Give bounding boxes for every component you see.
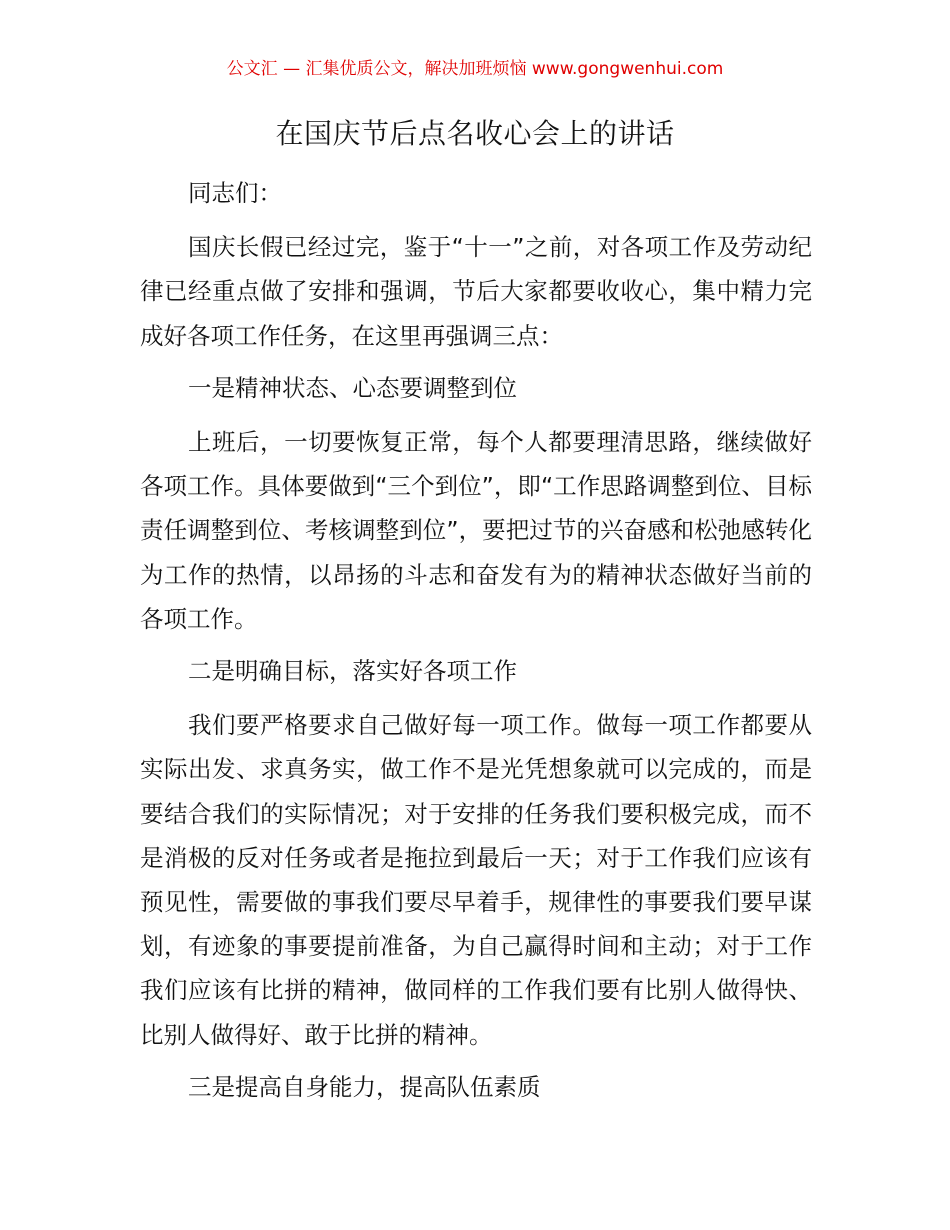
paragraph-section-1: 上班后，一切要恢复正常，每个人都要理清思路，继续做好各项工作。具体要做到“三个到位”，即“工作思路调整到位、目标责任调整到位、考核调整到位”，要把过节的兴奋感和松弛感转化为工作的热情，以昂扬的斗志和奋发有为的精神状态做好当前的各项工作。 (140, 428, 812, 633)
document-body (140, 171, 812, 1119)
site-header-line: 公文汇 — 汇集优质公文，解决加班烦恼 www.gongwenhui.com (226, 59, 724, 79)
paragraph-section-2: 我们要严格要求自己做好每一项工作。做每一项工作都要从实际出发、求真务实，做工作不是光凭想象就可以完成的，而是要结合我们的实际情况；对于安排的任务我们要积极完成，而不是消极的反对任务或者是拖拉到最后一天；对于工作我们应该有预见性，需要做的事我们要尽早着手，规律性的事要我们要早谋划，有迹象的事要提前准备，为自己赢得时间和主动；对于工作我们应该有比拼的精神，做同样的工作我们要有比别人做得快、比别人做得好、敢于比拼的精神。 (140, 711, 812, 1049)
section-heading-2: 二是明确目标，落实好各项工作 (188, 657, 517, 686)
salutation: 同志们： (188, 179, 282, 207)
document-title: 在国庆节后点名收心会上的讲话 (275, 117, 675, 150)
section-heading-3: 三是提高自身能力，提高队伍素质 (188, 1072, 541, 1101)
section-heading-1: 一是精神状态、心态要调整到位 (188, 373, 517, 402)
paragraph-intro: 国庆长假已经过完，鉴于“十一”之前，对各项工作及劳动纪律已经重点做了安排和强调，节后大家都要收收心，集中精力完成好各项工作任务，在这里再强调三点： (140, 233, 812, 350)
